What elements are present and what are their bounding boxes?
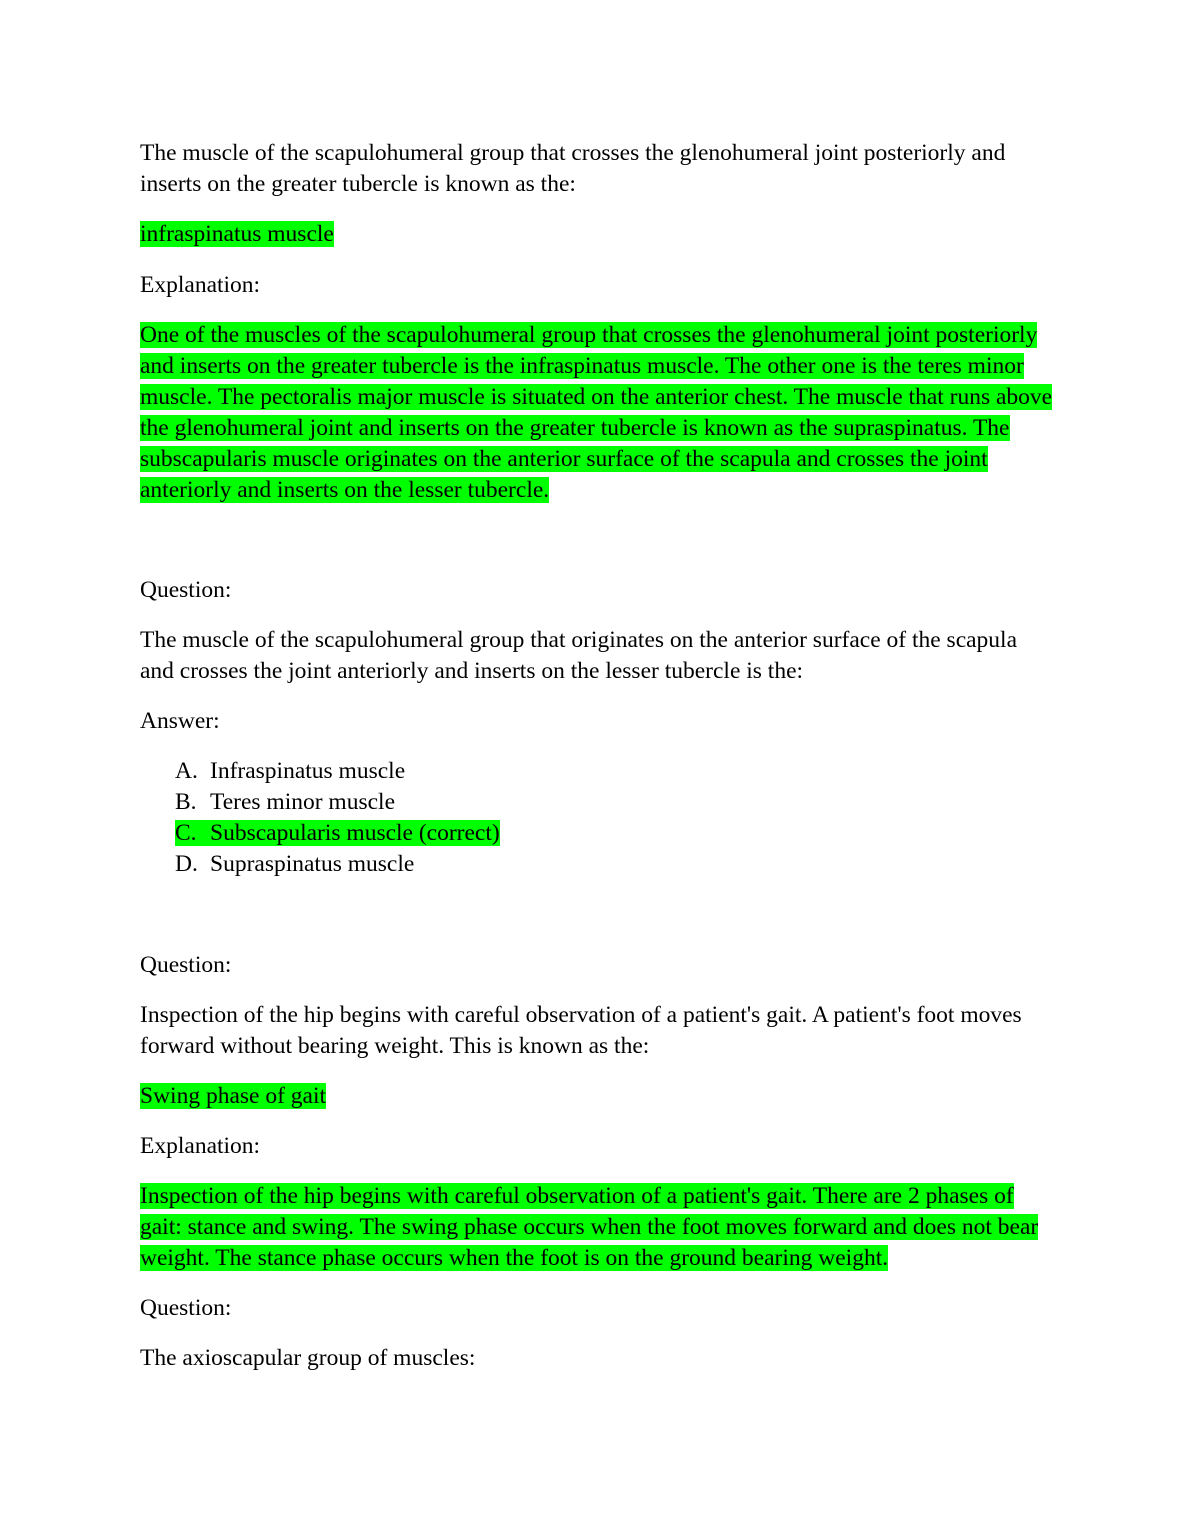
- question-label: Question:: [140, 1295, 232, 1321]
- option-letter: A.: [175, 758, 198, 784]
- highlighted-answer: Swing phase of gait: [140, 1083, 327, 1109]
- question-text: [140, 1000, 1050, 1062]
- answer-label: Answer:: [140, 708, 220, 734]
- highlighted-line: and inserts on the greater tubercle is the infraspinatus muscle. The other one is the teres minor: [140, 353, 1024, 379]
- highlighted-line: gait: stance and swing. The swing phase occurs when the foot moves forward and does not bear: [140, 1214, 1039, 1240]
- option-letter: D.: [175, 851, 198, 877]
- option-letter: C.: [175, 820, 197, 846]
- highlighted-line: subscapularis muscle originates on the anterior surface of the scapula and crosses the joint: [140, 446, 988, 472]
- highlighted-line: One of the muscles of the scapulohumeral group that crosses the glenohumeral joint posteriorly: [140, 322, 1038, 348]
- option-text: Subscapularis muscle (correct): [210, 820, 500, 846]
- question-text: [140, 138, 1050, 200]
- explanation-label: Explanation:: [140, 272, 261, 298]
- question-label: Question:: [140, 952, 232, 978]
- highlighted-answer: infraspinatus muscle: [140, 221, 334, 247]
- answer-option-c: [175, 818, 500, 849]
- text-line: The muscle of the scapulohumeral group that crosses the glenohumeral joint posteriorly and: [140, 140, 1006, 166]
- option-letter: B.: [175, 789, 197, 815]
- highlighted-line: muscle. The pectoralis major muscle is situated on the anterior chest. The muscle that runs above: [140, 384, 1053, 410]
- answer-option-a: [175, 756, 405, 787]
- explanation-label: Explanation:: [140, 1133, 261, 1159]
- highlighted-line: weight. The stance phase occurs when the foot is on the ground bearing weight.: [140, 1245, 889, 1271]
- question-text: [140, 1343, 1050, 1374]
- question-text: [140, 625, 1050, 687]
- answer-option-d: [175, 849, 414, 880]
- option-text: Teres minor muscle: [210, 789, 395, 815]
- answer-text: [140, 219, 1050, 250]
- text-line: Inspection of the hip begins with careful observation of a patient's gait. A patient's foot moves: [140, 1002, 1022, 1028]
- text-line: and crosses the joint anteriorly and inserts on the lesser tubercle is the:: [140, 658, 804, 684]
- text-line: The muscle of the scapulohumeral group that originates on the anterior surface of the scapula: [140, 627, 1018, 653]
- text-line: inserts on the greater tubercle is known as the:: [140, 171, 576, 197]
- answer-option-b: [175, 787, 395, 818]
- highlighted-line: Inspection of the hip begins with careful observation of a patient's gait. There are 2 phases of: [140, 1183, 1014, 1209]
- explanation-text: [140, 1181, 1050, 1274]
- option-text: Supraspinatus muscle: [210, 851, 415, 877]
- option-text: Infraspinatus muscle: [210, 758, 406, 784]
- highlighted-line: the glenohumeral joint and inserts on the greater tubercle is known as the supraspinatus. The: [140, 415, 1010, 441]
- text-line: The axioscapular group of muscles:: [140, 1345, 476, 1371]
- highlighted-line: anteriorly and inserts on the lesser tubercle.: [140, 477, 550, 503]
- text-line: forward without bearing weight. This is known as the:: [140, 1033, 650, 1059]
- explanation-text: [140, 320, 1053, 506]
- question-label: Question:: [140, 577, 232, 603]
- answer-text: [140, 1081, 1050, 1112]
